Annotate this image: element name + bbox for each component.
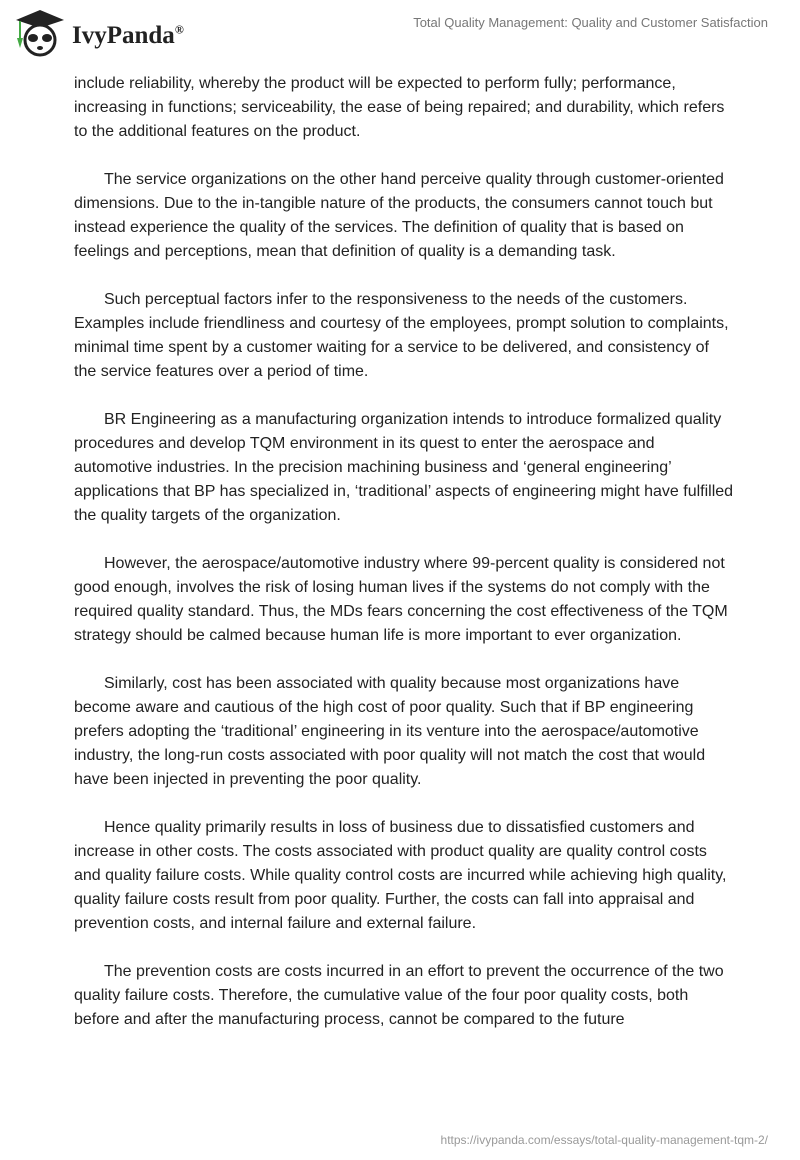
- logo-text: IvyPanda®: [72, 22, 184, 49]
- panda-graduate-icon: [12, 8, 68, 58]
- paragraph: BR Engineering as a manufacturing organization intends to introduce formalized quality procedures and develop TQM environment in its quest to enter the aerospace and automotive industries. In the precision machining business and ‘general engineering’ applications that BP has specialized in, ‘traditional’ aspects of engineering might have fulfilled the quality targets of the organization.: [74, 411, 734, 524]
- paragraph: Hence quality primarily results in loss of business due to dissatisfied customers and increase in other costs. The costs associated with product quality are quality control costs and quality failure costs. While quality control costs are incurred while achieving high quality, quality failure costs result from poor quality. Further, the costs can fall into appraisal and prevention costs, and internal failure and external failure.: [74, 819, 727, 932]
- document-title: Total Quality Management: Quality and Customer Satisfaction: [413, 15, 768, 30]
- paragraph: include reliability, whereby the product will be expected to perform fully; performance, increasing in functions; serviceability, the ease of being repaired; and durability, which refers to the additional features on the product.: [74, 75, 725, 140]
- source-url[interactable]: https://ivypanda.com/essays/total-quality-management-tqm-2/: [440, 1133, 768, 1147]
- paragraph: Similarly, cost has been associated with quality because most organizations have become aware and cautious of the high cost of poor quality. Such that if BP engineering prefers adopting the ‘traditional’ engineering in its venture into the aerospace/automotive industry, the long-run costs associated with poor quality will not match the cost that would have been injected in preventing the poor quality.: [74, 675, 706, 788]
- ivypanda-logo[interactable]: [12, 8, 184, 58]
- page-header: [0, 0, 800, 70]
- paragraph: However, the aerospace/automotive industry where 99-percent quality is considered not good enough, involves the risk of losing human lives if the systems do not comply with the required quality standard. Thus, the MDs fears concerning the cost effectiveness of the TQM strategy should be calmed because human life is more important to ever organization.: [74, 555, 728, 644]
- paragraph: The prevention costs are costs incurred in an effort to prevent the occurrence of the two quality failure costs. Therefore, the cumulative value of the four poor quality costs, both before and after the manufacturing process, cannot be compared to the future: [74, 963, 724, 1028]
- essay-body: [74, 72, 734, 1056]
- paragraph: The service organizations on the other hand perceive quality through customer-oriented dimensions. Due to the in-tangible nature of the products, the consumers cannot touch but instead experience the quality of the services. The definition of quality that is based on feelings and perceptions, mean that definition of quality is a demanding task.: [74, 171, 724, 260]
- paragraph: Such perceptual factors infer to the responsiveness to the needs of the customers. Examples include friendliness and courtesy of the employees, prompt solution to complaints, minimal time spent by a customer waiting for a service to be delivered, and consistency of the service features over a period of time.: [74, 291, 729, 380]
